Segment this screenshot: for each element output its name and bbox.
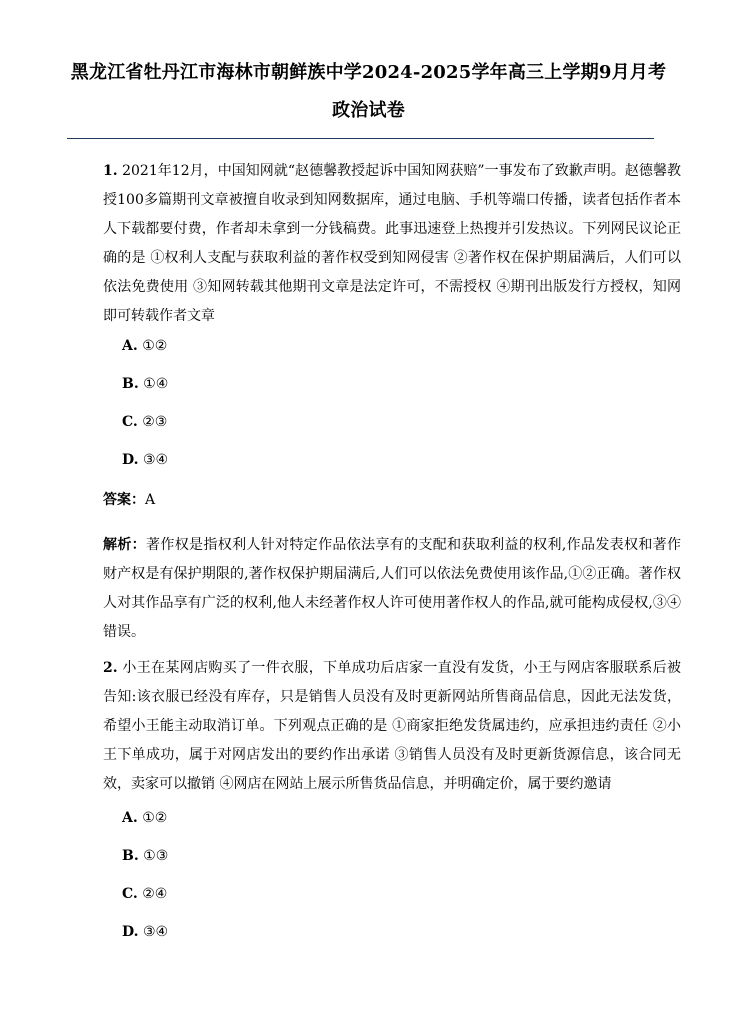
option-text: ②③ (142, 414, 168, 430)
option-text: ③④ (142, 452, 169, 468)
option-letter: B. (122, 848, 139, 864)
option-letter: C. (122, 414, 138, 430)
question-number: 2. (103, 660, 118, 676)
question-number: 1. (103, 163, 118, 179)
option-text: ①② (142, 338, 168, 354)
question-2 (103, 654, 681, 799)
option-c (122, 412, 167, 432)
analysis-block (103, 531, 681, 647)
option-text: ①③ (143, 848, 169, 864)
option-d (122, 450, 168, 470)
option-text: ②④ (142, 886, 168, 902)
analysis-label: 解析： (103, 537, 147, 553)
question-text: 小王在某网店购买了一件衣服，下单成功后店家一直没有发货，小王与网店客服联系后被告知:该衣服已经没有库存，只是销售人员没有及时更新网站所售商品信息，因此无法发货，希望小王能主动取消订单。下列观点正确的是 ①商家拒绝发货属违约，应承担违约责任 ②小王下单成功，属于对网店发出的要约作出承诺 ③销售人员没有及时更新货源信息，该合同无效，卖家可以撤销 ④网店在网站上展示所售货品信息，并明确定价，属于要约邀请 (103, 660, 682, 792)
analysis-text: 著作权是指权利人针对特定作品依法享有的支配和获取利益的权利,作品发表权和著作财产权是有保护期限的,著作权保护期届满后,人们可以依法免费使用该作品,①②正确。著作权人对其作品享有广泛的权利,他人未经著作权人许可使用著作权人的作品,就可能构成侵权,③④错误。 (103, 537, 682, 640)
option-a (122, 808, 167, 828)
option-letter: C. (122, 886, 138, 902)
option-text: ①④ (143, 376, 169, 392)
option-letter: D. (122, 924, 139, 940)
exam-title-line-2: 政治试卷 (332, 100, 405, 121)
question-text: 2021年12月，中国知网就“赵德馨教授起诉中国知网获赔”一事发布了致歉声明。赵德馨教授100多篇期刊文章被擅自收录到知网数据库，通过电脑、手机等端口传播，读者包括作者本人下载都要付费，作者却未拿到一分钱稿费。此事迅速登上热搜并引发热议。下列网民议论正确的是 ①权利人支配与获取利益的著作权受到知网侵害 ②著作权在保护期届满后，人们可以依法免费使用 ③知网转载其他期刊文章是法定许可，不需授权 ④期刊出版发行方授权，知网即可转载作者文章 (103, 163, 681, 324)
option-text: ①② (142, 810, 168, 826)
answer-value: A (145, 492, 156, 508)
answer-line (103, 490, 155, 510)
option-a (122, 336, 167, 356)
question-1 (103, 157, 681, 331)
exam-title-line-1: 黑龙江省牡丹江市海林市朝鲜族中学2024-2025学年高三上学期9月月考 (70, 62, 667, 83)
option-b (122, 846, 168, 866)
option-d (122, 922, 168, 942)
option-letter: D. (122, 452, 139, 468)
option-letter: A. (122, 338, 138, 354)
option-b (122, 374, 168, 394)
option-letter: B. (122, 376, 139, 392)
option-letter: A. (122, 810, 138, 826)
title-divider (67, 138, 654, 139)
option-text: ③④ (142, 924, 169, 940)
answer-label: 答案： (103, 492, 145, 508)
option-c (122, 884, 167, 904)
